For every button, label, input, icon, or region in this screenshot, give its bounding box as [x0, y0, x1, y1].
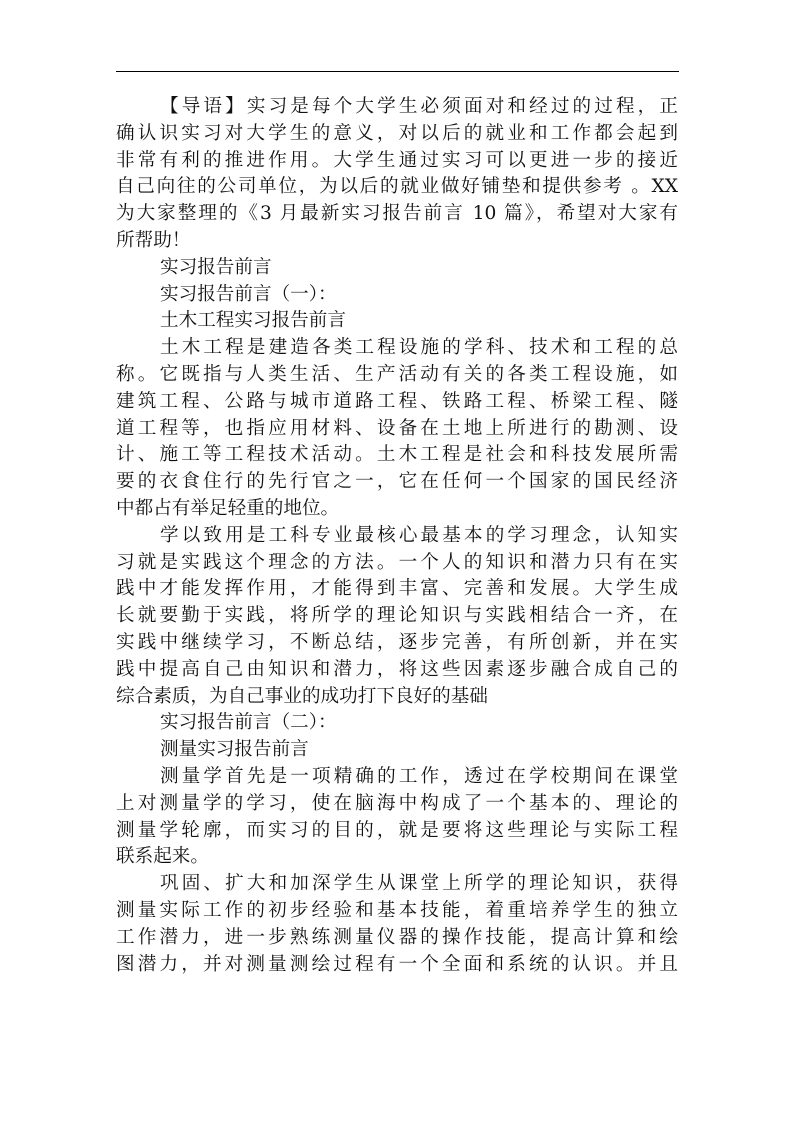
paragraph-line: 要的衣食住行的先行官之一，它在任何一个国家的国民经济 [116, 471, 678, 493]
paragraph-line: 建筑工程、公路与城市道路工程、铁路工程、桥梁工程、隧 [116, 390, 678, 412]
paragraph-line: 联系起来。 [116, 846, 209, 868]
article-title: 土木工程实习报告前言 [160, 310, 346, 332]
paragraph-line: 道工程等，也指应用材料、设备在土地上所进行的勘测、设 [116, 417, 678, 439]
intro-line: 所帮助！ [116, 229, 191, 251]
paragraph-line: 践中提高自己由知识和潜力，将这些因素逐步融合成自己的 [116, 658, 678, 680]
subsection-heading: 实习报告前言（一）： [160, 283, 337, 305]
document-body [116, 94, 678, 978]
paragraph-line: 实践中继续学习，不断总结，逐步完善，有所创新，并在实 [116, 631, 678, 653]
paragraph-line: 巩固、扩大和加深学生从课堂上所学的理论知识，获得 [160, 873, 678, 895]
intro-line: 非常有利的推进作用。大学生通过实习可以更进一步的接近 [116, 149, 678, 171]
intro-line: 【导语】实习是每个大学生必须面对和经过的过程，正 [160, 96, 678, 117]
article-title: 测量实习报告前言 [160, 739, 309, 761]
paragraph-line: 中都占有举足轻重的地位。 [116, 497, 340, 519]
paragraph-line: 计、施工等工程技术活动。土木工程是社会和科技发展所需 [116, 444, 678, 466]
paragraph-line: 习就是实践这个理念的方法。一个人的知识和潜力只有在实 [116, 551, 678, 573]
section-heading: 实习报告前言 [160, 256, 272, 278]
paragraph-line: 上对测量学的学习，使在脑海中构成了一个基本的、理论的 [116, 792, 678, 814]
paragraph-line: 综合素质，为自己事业的成功打下良好的基础 [116, 685, 488, 707]
paragraph-line: 践中才能发挥作用，才能得到丰富、完善和发展。大学生成 [116, 578, 678, 600]
header-rule [116, 71, 679, 72]
intro-line: 确认识实习对大学生的意义，对以后的就业和工作都会起到 [116, 122, 678, 144]
paragraph-line: 测量学轮廓，而实习的目的，就是要将这些理论与实际工程 [116, 819, 678, 841]
intro-line: 自己向往的公司单位，为以后的就业做好铺垫和提供参考 。XX [116, 176, 678, 198]
subsection-heading: 实习报告前言（二）： [160, 712, 337, 734]
intro-line: 为大家整理的《3 月最新实习报告前言 10 篇》，希望对大家有 [116, 203, 678, 225]
paragraph-line: 称。它既指与人类生活、生产活动有关的各类工程设施，如 [116, 363, 678, 385]
paragraph-line: 土木工程是建造各类工程设施的学科、技术和工程的总 [160, 337, 678, 359]
paragraph-line: 学以致用是工科专业最核心最基本的学习理念，认知实 [160, 524, 678, 546]
paragraph-line: 测量学首先是一项精确的工作，透过在学校期间在课堂 [160, 765, 678, 787]
paragraph-line: 工作潜力，进一步熟练测量仪器的操作技能，提高计算和绘 [116, 926, 678, 948]
paragraph-line: 图潜力，并对测量测绘过程有一个全面和系统的认识。并且 [116, 953, 678, 975]
paragraph-line: 测量实际工作的初步经验和基本技能，着重培养学生的独立 [116, 899, 678, 921]
paragraph-line: 长就要勤于实践，将所学的理论知识与实践相结合一齐，在 [116, 605, 678, 627]
